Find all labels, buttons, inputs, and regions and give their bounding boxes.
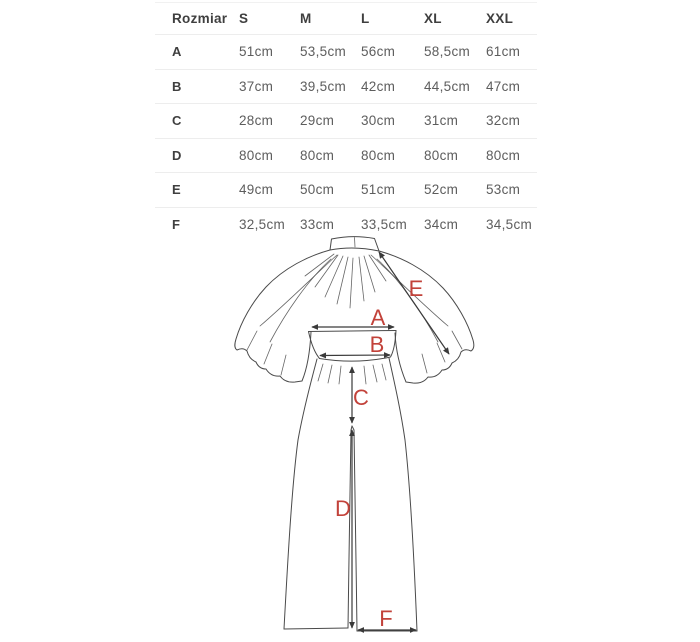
measurement-cell: 29cm xyxy=(300,113,335,129)
measure-label-a: A xyxy=(370,305,386,330)
column-header: S xyxy=(239,11,249,26)
column-header: XL xyxy=(424,11,442,26)
measurement-cell: 58,5cm xyxy=(424,44,471,60)
trouser-gather-lines xyxy=(318,364,386,384)
table-row xyxy=(155,139,537,174)
row-label: E xyxy=(172,182,181,198)
left-sleeve xyxy=(235,250,330,382)
row-label: C xyxy=(172,113,182,129)
column-header: XXL xyxy=(486,11,514,26)
row-label: F xyxy=(172,216,181,232)
table-row xyxy=(155,35,537,70)
measure-label-b: B xyxy=(369,332,385,357)
table-header-row xyxy=(155,2,537,35)
measurement-cell: 51cm xyxy=(361,182,396,198)
measurement-cell: 33cm xyxy=(300,216,335,232)
measure-label-c: C xyxy=(353,385,369,410)
measurement-cell: 34cm xyxy=(424,216,459,232)
measure-label-f: F xyxy=(379,606,393,631)
measurement-cell: 33,5cm xyxy=(361,216,408,232)
measurement-cell: 53,5cm xyxy=(300,44,347,60)
measure-arrow-e xyxy=(379,252,449,354)
table-row xyxy=(155,173,537,208)
right-sleeve xyxy=(379,251,474,383)
measurement-cell: 51cm xyxy=(239,44,274,60)
measurement-cell: 80cm xyxy=(486,147,521,163)
table-row xyxy=(155,104,537,139)
measurement-cell: 32cm xyxy=(486,113,521,129)
sleeve-fold-lines xyxy=(247,255,462,375)
column-header: Rozmiar xyxy=(172,11,228,26)
measurement-cell: 56cm xyxy=(361,44,396,60)
measure-label-d: D xyxy=(335,496,351,521)
table-row xyxy=(155,70,537,105)
measurement-cell: 44,5cm xyxy=(424,78,471,94)
table-row xyxy=(155,208,537,242)
measurement-cell: 28cm xyxy=(239,113,274,129)
measurement-cell: 61cm xyxy=(486,44,521,60)
measurement-cell: 39,5cm xyxy=(300,78,347,94)
measurement-cell: 52cm xyxy=(424,182,459,198)
measurement-cell: 50cm xyxy=(300,182,335,198)
waist-band xyxy=(309,331,397,362)
row-label: A xyxy=(172,44,182,60)
column-header: L xyxy=(361,11,370,26)
measure-arrow-b xyxy=(320,355,390,356)
measurement-cell: 47cm xyxy=(486,78,521,94)
measurement-cell: 80cm xyxy=(361,147,396,163)
trousers xyxy=(284,358,417,631)
measurement-cell: 42cm xyxy=(361,78,396,94)
neck-gather-lines xyxy=(305,254,386,308)
measurement-cell: 34,5cm xyxy=(486,216,533,232)
measurement-cell: 53cm xyxy=(486,182,521,198)
measurement-cell: 30cm xyxy=(361,113,396,129)
measurement-cell: 32,5cm xyxy=(239,216,286,232)
measure-label-e: E xyxy=(408,276,424,301)
size-table xyxy=(155,2,537,241)
measurement-cell: 37cm xyxy=(239,78,274,94)
measurement-cell: 49cm xyxy=(239,182,274,198)
measurement-cell: 80cm xyxy=(239,147,274,163)
measurement-cell: 80cm xyxy=(300,147,335,163)
measurement-labels xyxy=(335,276,423,631)
measurement-cell: 80cm xyxy=(424,147,459,163)
measurement-arrows xyxy=(312,252,449,630)
row-label: D xyxy=(172,147,182,163)
row-label: B xyxy=(172,78,182,94)
column-header: M xyxy=(300,11,312,26)
measurement-cell: 31cm xyxy=(424,113,459,129)
